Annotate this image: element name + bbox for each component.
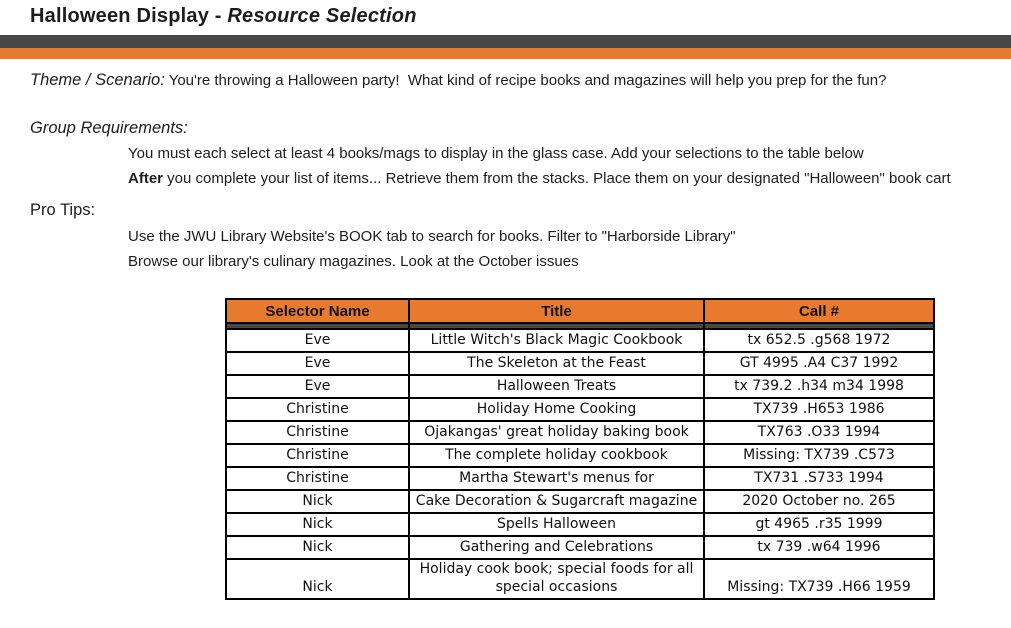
requirement-line-1: You must each select at least 4 books/mags to display in the glass case. Add your selections to the table below — [128, 145, 864, 162]
title-cell: Ojakangas' great holiday baking book — [409, 421, 704, 444]
table-row — [226, 467, 934, 490]
document-page — [0, 5, 1011, 628]
header-title: Title — [409, 299, 704, 323]
table-row — [226, 444, 934, 467]
selection-table-body — [226, 329, 934, 599]
pro-tips-label: Pro Tips: — [30, 201, 96, 219]
resource-selection-table — [225, 298, 935, 600]
title-cell: Martha Stewart's menus for — [409, 467, 704, 490]
selector-name-cell: Nick — [226, 559, 409, 599]
theme-scenario-label: Theme / Scenario: — [30, 71, 165, 89]
selector-name-cell: Eve — [226, 352, 409, 375]
theme-scenario-text: You're throwing a Halloween party! What kind of recipe books and magazines will help you prep for the fun? — [164, 72, 887, 89]
page-title — [30, 5, 1011, 28]
selector-name-cell: Christine — [226, 398, 409, 421]
call-number-cell: TX731 .S733 1994 — [704, 467, 934, 490]
selector-name-cell: Christine — [226, 421, 409, 444]
selector-name-cell: Christine — [226, 467, 409, 490]
requirement-line-2-rest: you complete your list of items... Retrieve them from the stacks. Place them on your designated "Halloween" book cart — [163, 170, 951, 187]
title-cell: Little Witch's Black Magic Cookbook — [409, 329, 704, 352]
table-header-row — [226, 299, 934, 323]
title-cell: Gathering and Celebrations — [409, 536, 704, 559]
requirement-line-2-bold: After — [128, 170, 164, 187]
table-row — [226, 536, 934, 559]
table-row — [226, 398, 934, 421]
header-orange-bar — [0, 48, 1011, 59]
title-cell: The Skeleton at the Feast — [409, 352, 704, 375]
selector-name-cell: Eve — [226, 329, 409, 352]
title-cell: Halloween Treats — [409, 375, 704, 398]
title-cell: Holiday Home Cooking — [409, 398, 704, 421]
header-selector-name: Selector Name — [226, 299, 409, 323]
call-number-cell: TX739 .H653 1986 — [704, 398, 934, 421]
table-row — [226, 329, 934, 352]
title-cell: Spells Halloween — [409, 513, 704, 536]
selector-name-cell: Nick — [226, 513, 409, 536]
page-title-italic: Resource Selection — [227, 5, 417, 27]
pro-tip-2: Browse our library's culinary magazines. Look at the October issues — [128, 253, 579, 270]
table-row — [226, 352, 934, 375]
title-cell: Holiday cook book; special foods for all special occasions — [409, 559, 704, 599]
table-row — [226, 421, 934, 444]
call-number-cell: Missing: TX739 .C573 — [704, 444, 934, 467]
selector-name-cell: Nick — [226, 536, 409, 559]
call-number-cell: tx 652.5 .g568 1972 — [704, 329, 934, 352]
call-number-cell: 2020 October no. 265 — [704, 490, 934, 513]
title-cell: Cake Decoration & Sugarcraft magazine — [409, 490, 704, 513]
call-number-cell: Missing: TX739 .H66 1959 — [704, 559, 934, 599]
header-dark-bar — [0, 35, 1011, 48]
table-row — [226, 513, 934, 536]
call-number-cell: tx 739.2 .h34 m34 1998 — [704, 375, 934, 398]
header-call-number: Call # — [704, 299, 934, 323]
requirement-line-2 — [128, 170, 1011, 188]
group-requirements-label: Group Requirements: — [30, 119, 188, 137]
selector-name-cell: Christine — [226, 444, 409, 467]
call-number-cell: GT 4995 .A4 C37 1992 — [704, 352, 934, 375]
call-number-cell: TX763 .O33 1994 — [704, 421, 934, 444]
page-title-regular: Halloween Display - — [30, 5, 228, 27]
pro-tip-1: Use the JWU Library Website's BOOK tab to search for books. Filter to "Harborside Library" — [128, 228, 736, 245]
table-row — [226, 375, 934, 398]
selector-name-cell: Eve — [226, 375, 409, 398]
title-cell: The complete holiday cookbook — [409, 444, 704, 467]
theme-scenario-line — [30, 71, 1011, 90]
table-row — [226, 559, 934, 599]
selector-name-cell: Nick — [226, 490, 409, 513]
table-row — [226, 490, 934, 513]
call-number-cell: tx 739 .w64 1996 — [704, 536, 934, 559]
call-number-cell: gt 4965 .r35 1999 — [704, 513, 934, 536]
